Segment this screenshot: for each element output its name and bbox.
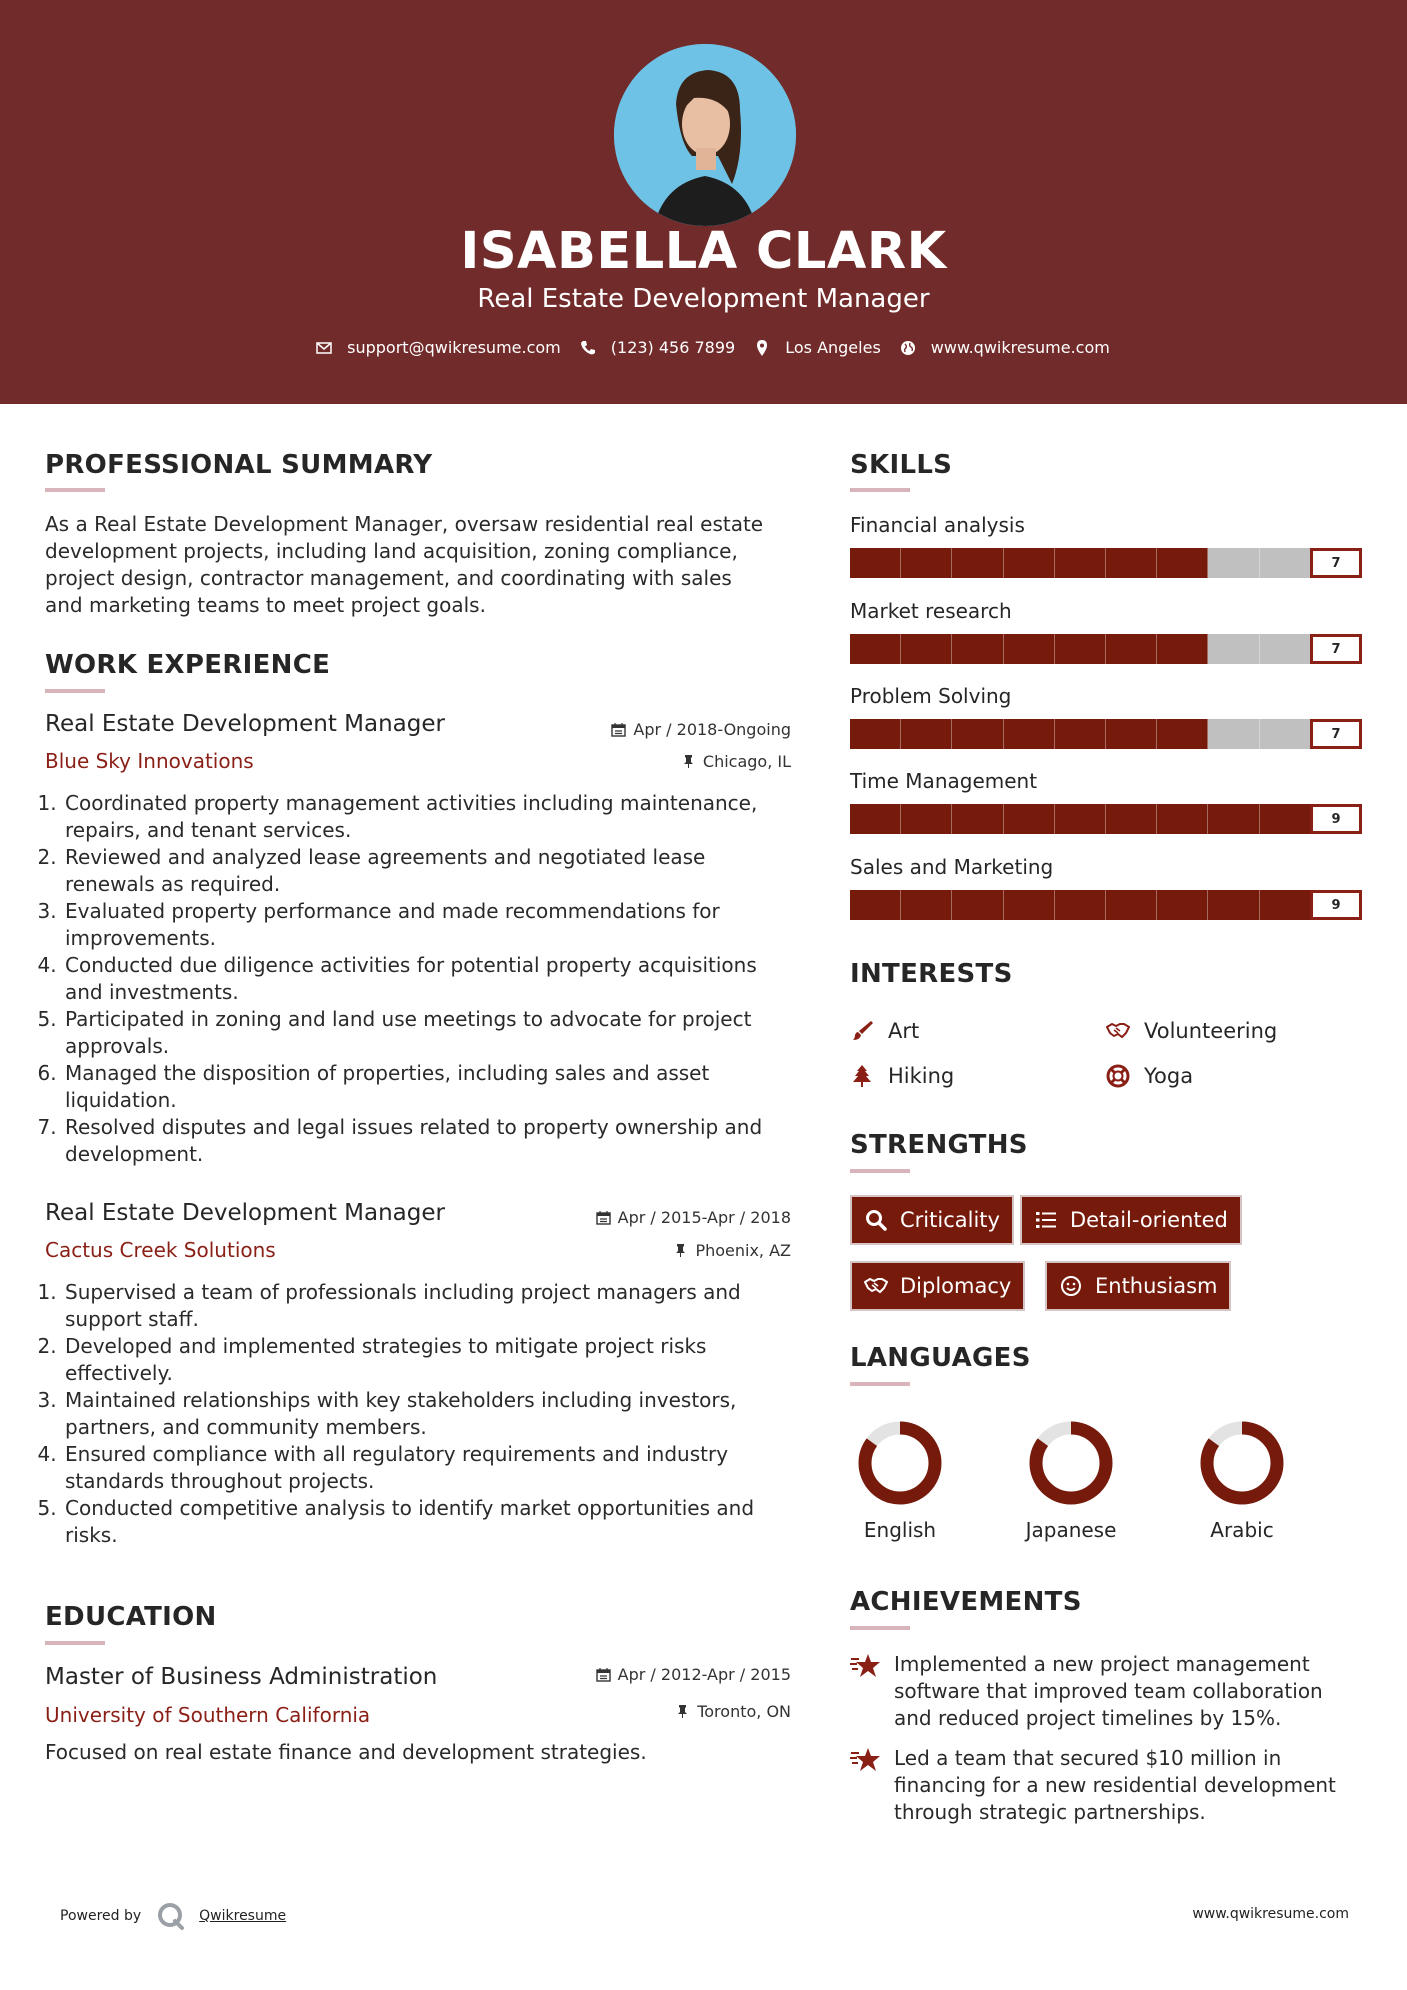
language-name: English <box>863 1518 937 1542</box>
calendar-icon <box>596 1667 611 1682</box>
interest-label: Volunteering <box>1144 1019 1278 1043</box>
summary-heading: PROFESSIONAL SUMMARY <box>45 450 433 480</box>
experience-rule <box>45 689 105 693</box>
skill-bar-divider <box>1105 719 1106 749</box>
skill-bar-divider <box>1003 634 1004 664</box>
strength-badge-enthusiasm <box>1045 1261 1231 1311</box>
contact-website[interactable]: www.qwikresume.com <box>930 338 1110 357</box>
education-note: Focused on real estate finance and development strategies. <box>45 1740 647 1764</box>
skill-bar <box>850 548 1362 578</box>
job-location-text: Phoenix, AZ <box>695 1241 791 1260</box>
skill-bar-divider <box>1259 719 1260 749</box>
skill-bar-divider <box>1003 890 1004 920</box>
search-icon <box>864 1208 888 1232</box>
skill-bar-divider <box>1105 890 1106 920</box>
education-date <box>500 1665 791 1684</box>
skill-score: 9 <box>1310 890 1362 920</box>
tree-icon <box>850 1064 874 1088</box>
contact-email[interactable]: support@qwikresume.com <box>347 338 561 357</box>
strength-label: Criticality <box>900 1208 1000 1232</box>
interest-label: Hiking <box>888 1064 955 1088</box>
list-item: 4. Conducted due diligence activities for potential property acquisitions and investments. <box>63 952 800 1006</box>
language-item <box>840 1418 960 1542</box>
degree-title: Master of Business Administration <box>45 1664 438 1690</box>
skill-bar-divider <box>1105 804 1106 834</box>
skill-bar-divider <box>1207 890 1208 920</box>
skill-bar-fill <box>850 719 1208 749</box>
language-donut <box>855 1418 945 1508</box>
summary-line: As a Real Estate Development Manager, oversaw residential real estate <box>45 512 764 536</box>
skill-bar-divider <box>1156 719 1157 749</box>
achievement-line: through strategic partnerships. <box>894 1800 1206 1824</box>
smile-icon <box>1059 1274 1083 1298</box>
strength-label: Detail-oriented <box>1070 1208 1228 1232</box>
handshake-icon <box>864 1274 888 1298</box>
skill-bar-divider <box>951 890 952 920</box>
lifebuoy-icon <box>1106 1064 1130 1088</box>
skill-bar-divider <box>1054 804 1055 834</box>
calendar-icon <box>596 1210 611 1225</box>
summary-line: project design, contractor management, and coordinating with sales <box>45 566 732 590</box>
job-date <box>500 1208 791 1227</box>
achievement-line: Implemented a new project management <box>894 1652 1310 1676</box>
powered-by-label: Powered by <box>60 1908 142 1924</box>
skill-bar-divider <box>900 804 901 834</box>
job-bullets <box>45 790 800 1168</box>
skill-bar-divider <box>900 548 901 578</box>
education-location <box>500 1702 791 1721</box>
education-date-text: Apr / 2012-Apr / 2015 <box>617 1665 791 1684</box>
skill-bar-divider <box>1259 890 1260 920</box>
summary-text <box>45 511 805 619</box>
language-name: Japanese <box>1025 1518 1117 1542</box>
strength-label: Diplomacy <box>900 1274 1012 1298</box>
skill-bar-divider <box>1003 548 1004 578</box>
list-item: 2. Developed and implemented strategies to mitigate project risks effectively. <box>63 1333 800 1387</box>
qwikresume-link[interactable]: Qwikresume <box>199 1908 287 1924</box>
profile-photo <box>614 44 796 226</box>
skill-bar-divider <box>1054 634 1055 664</box>
skill-bar <box>850 890 1362 920</box>
skill-bar-divider <box>1156 548 1157 578</box>
achievement-line: software that improved team collaboration <box>894 1679 1323 1703</box>
interest-yoga <box>1106 1064 1193 1088</box>
skill-bar-divider <box>1156 890 1157 920</box>
list-item: 3. Evaluated property performance and made recommendations for improvements. <box>63 898 800 952</box>
skill-bar-divider <box>1259 804 1260 834</box>
strengths-rule <box>850 1169 910 1173</box>
contact-location: Los Angeles <box>785 338 881 357</box>
skill-name: Sales and Marketing <box>850 855 1054 879</box>
skill-bar-divider <box>1054 719 1055 749</box>
list-item: 2. Reviewed and analyzed lease agreements and negotiated lease renewals as required. <box>63 844 800 898</box>
skill-bar-divider <box>1207 634 1208 664</box>
skill-bar-divider <box>900 890 901 920</box>
strength-label: Enthusiasm <box>1095 1274 1218 1298</box>
list-item: 3. Maintained relationships with key stakeholders including investors, partners, and community members. <box>63 1387 800 1441</box>
footer-powered-by <box>60 1900 286 1932</box>
job-date-text: Apr / 2015-Apr / 2018 <box>617 1208 791 1227</box>
candidate-name: ISABELLA CLARK <box>460 222 947 281</box>
skill-bar-divider <box>1003 804 1004 834</box>
list-item: 5. Conducted competitive analysis to identify market opportunities and risks. <box>63 1495 800 1549</box>
achievement-item <box>850 1651 1370 1732</box>
strength-badge-diplomacy <box>850 1261 1025 1311</box>
contact-phone[interactable]: (123) 456 7899 <box>610 338 736 357</box>
skill-name: Problem Solving <box>850 684 1012 708</box>
job-location <box>500 752 791 771</box>
school-name: University of Southern California <box>45 1703 371 1727</box>
contact-bar <box>0 338 1407 357</box>
skill-bar-divider <box>1259 634 1260 664</box>
skill-bar-divider <box>951 634 952 664</box>
job-date-text: Apr / 2018-Ongoing <box>633 720 791 739</box>
job-company: Blue Sky Innovations <box>45 749 254 773</box>
skill-bar-divider <box>1003 719 1004 749</box>
list-icon <box>1034 1208 1058 1232</box>
skill-bar-divider <box>1054 548 1055 578</box>
pushpin-icon <box>673 1243 688 1258</box>
language-name: Arabic <box>1210 1518 1274 1542</box>
calendar-icon <box>611 722 626 737</box>
list-item: 1. Coordinated property management activities including maintenance, repairs, and tenant services. <box>63 790 800 844</box>
candidate-title: Real Estate Development Manager <box>477 284 930 314</box>
list-item: 6. Managed the disposition of properties, including sales and asset liquidation. <box>63 1060 800 1114</box>
skills-heading: SKILLS <box>850 450 953 480</box>
skill-bar-divider <box>1207 719 1208 749</box>
list-item: 5. Participated in zoning and land use meetings to advocate for project approvals. <box>63 1006 800 1060</box>
summary-rule <box>45 488 105 492</box>
language-donut <box>1197 1418 1287 1508</box>
skill-bar-divider <box>951 804 952 834</box>
job-date <box>500 720 791 739</box>
skill-bar-fill <box>850 890 1311 920</box>
achievement-item <box>850 1745 1370 1826</box>
skill-score: 7 <box>1310 719 1362 749</box>
job-title: Real Estate Development Manager <box>45 1200 445 1226</box>
skill-bar-fill <box>850 548 1208 578</box>
summary-line: development projects, including land acquisition, zoning compliance, <box>45 539 738 563</box>
strength-badge-criticality <box>850 1195 1014 1245</box>
language-item <box>1182 1418 1302 1542</box>
education-location-text: Toronto, ON <box>697 1702 791 1721</box>
skill-bar <box>850 804 1362 834</box>
skill-bar-divider <box>1054 890 1055 920</box>
achievements-heading: ACHIEVEMENTS <box>850 1587 1082 1617</box>
summary-line: and marketing teams to meet project goals. <box>45 593 486 617</box>
skill-score: 9 <box>1310 804 1362 834</box>
job-location-text: Chicago, IL <box>702 752 791 771</box>
skill-score: 7 <box>1310 634 1362 664</box>
job-bullets <box>45 1279 800 1549</box>
languages-heading: LANGUAGES <box>850 1343 1031 1373</box>
interest-label: Art <box>888 1019 920 1043</box>
pushpin-icon <box>681 754 696 769</box>
list-item: 4. Ensured compliance with all regulatory requirements and industry standards throughout projects. <box>63 1441 800 1495</box>
skill-bar-divider <box>1156 634 1157 664</box>
pushpin-icon <box>675 1704 690 1719</box>
strength-badge-detail-oriented <box>1020 1195 1242 1245</box>
skill-bar-divider <box>951 548 952 578</box>
skill-name: Financial analysis <box>850 513 1025 537</box>
interest-volunteering <box>1106 1019 1277 1043</box>
skill-bar-divider <box>900 719 901 749</box>
resume-header <box>0 0 1407 404</box>
language-donut <box>1026 1418 1116 1508</box>
skill-bar-divider <box>1207 548 1208 578</box>
envelope-icon <box>315 339 333 357</box>
skill-bar-divider <box>1207 804 1208 834</box>
list-item: 7. Resolved disputes and legal issues related to property ownership and development. <box>63 1114 800 1168</box>
skill-bar-divider <box>1156 804 1157 834</box>
star-icon <box>850 1745 884 1775</box>
strengths-heading: STRENGTHS <box>850 1130 1028 1160</box>
skill-score: 7 <box>1310 548 1362 578</box>
handshake-icon <box>1106 1019 1130 1043</box>
qwikresume-logo-icon <box>155 1900 187 1932</box>
education-rule <box>45 1641 105 1645</box>
interest-art <box>850 1019 919 1043</box>
skill-bar-divider <box>1105 634 1106 664</box>
footer-website[interactable]: www.qwikresume.com <box>1192 1906 1349 1922</box>
achievement-line: financing for a new residential development <box>894 1773 1336 1797</box>
languages-rule <box>850 1382 910 1386</box>
skill-name: Market research <box>850 599 1012 623</box>
achievement-line: Led a team that secured $10 million in <box>894 1746 1282 1770</box>
interest-hiking <box>850 1064 954 1088</box>
globe-icon <box>899 339 917 357</box>
skill-bar-fill <box>850 804 1311 834</box>
skill-bar <box>850 719 1362 749</box>
language-item <box>1011 1418 1131 1542</box>
skill-bar <box>850 634 1362 664</box>
skill-bar-divider <box>900 634 901 664</box>
star-icon <box>850 1651 884 1681</box>
paintbrush-icon <box>850 1019 874 1043</box>
skill-name: Time Management <box>850 769 1038 793</box>
phone-icon <box>579 339 597 357</box>
skills-rule <box>850 488 910 492</box>
achievements-rule <box>850 1626 910 1630</box>
job-location <box>500 1241 791 1260</box>
skill-bar-divider <box>1105 548 1106 578</box>
skill-bar-divider <box>1259 548 1260 578</box>
skill-bar-fill <box>850 634 1208 664</box>
job-title: Real Estate Development Manager <box>45 711 445 737</box>
skill-bar-divider <box>951 719 952 749</box>
list-item: 1. Supervised a team of professionals including project managers and support staff. <box>63 1279 800 1333</box>
interest-label: Yoga <box>1144 1064 1194 1088</box>
experience-heading: WORK EXPERIENCE <box>45 650 331 680</box>
map-pin-icon <box>753 339 771 357</box>
job-company: Cactus Creek Solutions <box>45 1238 276 1262</box>
education-heading: EDUCATION <box>45 1602 217 1632</box>
interests-heading: INTERESTS <box>850 959 1013 989</box>
achievement-line: and reduced project timelines by 15%. <box>894 1706 1282 1730</box>
